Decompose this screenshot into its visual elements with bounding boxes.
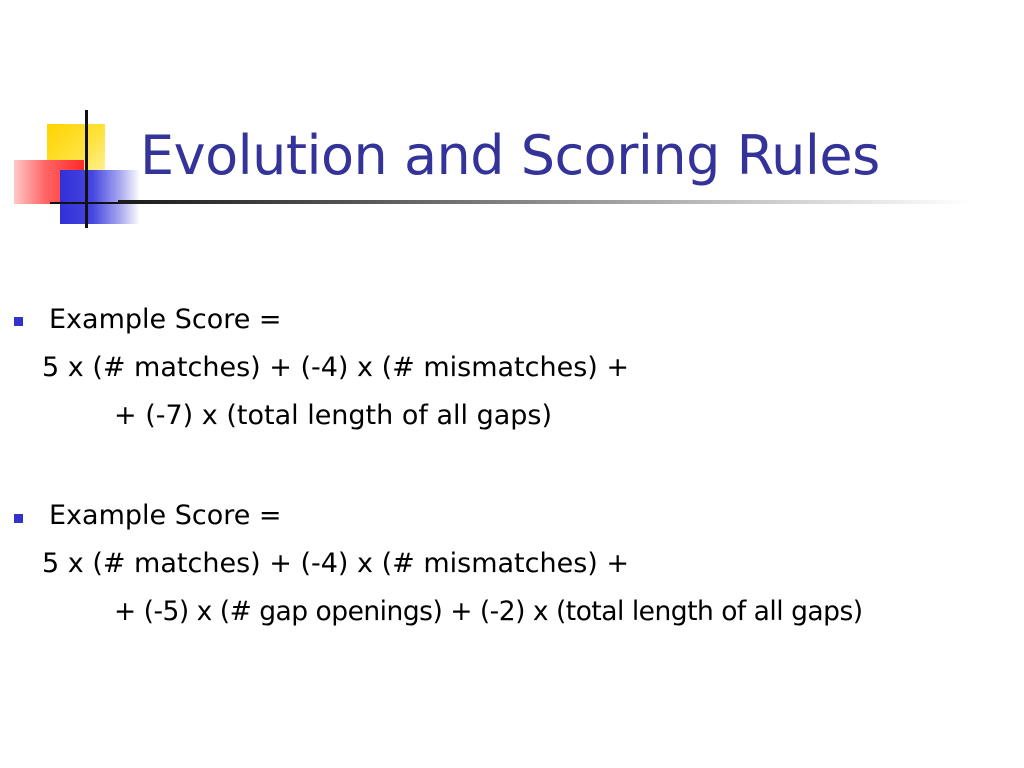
horizontal-rule: [50, 202, 120, 204]
bullet-heading: Example Score =: [49, 500, 282, 531]
title-underline: [118, 200, 968, 204]
formula-line: 5 x (# matches) + (-4) x (# mismatches) +: [42, 548, 629, 579]
vertical-rule: [85, 110, 88, 228]
slide-title: Evolution and Scoring Rules: [140, 124, 880, 187]
bullet-icon: [14, 514, 23, 523]
bullet-icon: [14, 317, 23, 326]
blue-square: [60, 170, 140, 224]
formula-line: + (-5) x (# gap openings) + (-2) x (total length of all gaps): [114, 596, 863, 627]
formula-line: + (-7) x (total length of all gaps): [114, 400, 552, 431]
slide-logo-decoration: [0, 0, 160, 240]
bullet-heading: Example Score =: [49, 304, 282, 335]
formula-line: 5 x (# matches) + (-4) x (# mismatches) +: [42, 352, 629, 383]
